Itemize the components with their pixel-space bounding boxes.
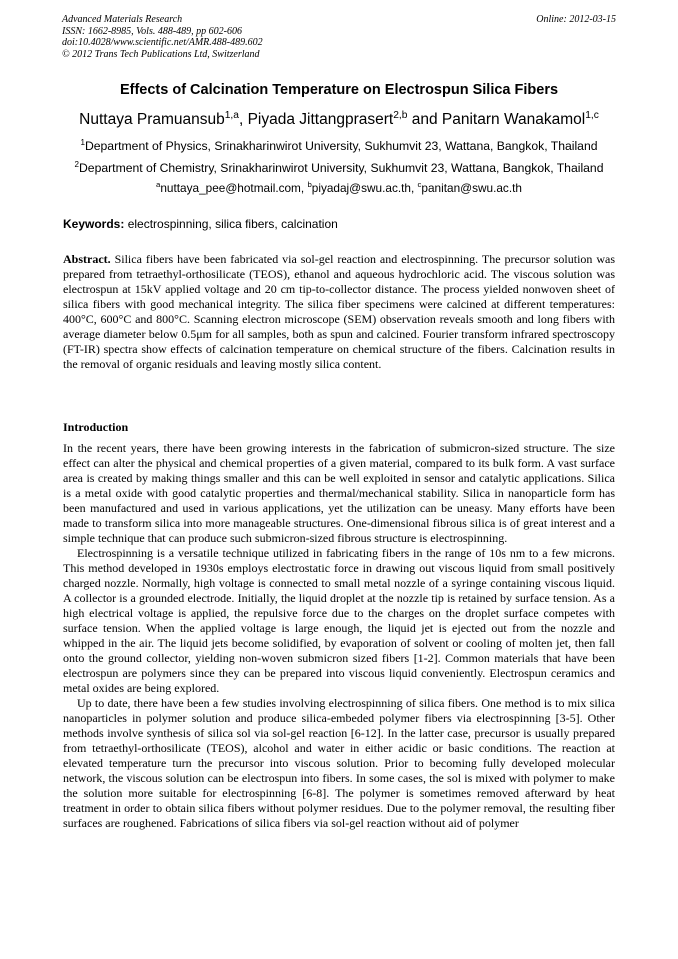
journal-name: Advanced Materials Research	[62, 14, 183, 25]
paragraph: Electrospinning is a versatile technique utilized in fabricating fibers in the range of 10s nm to a few microns. This method developed in 1930s employs electrostatic force in drawing out viscous liquid from small positively charged nozzle. Normally, high voltage is connected to small metal nozzle of a syringe containing viscous liquid. A collector is a grounded electrode. Initially, the liquid droplet at the nozzle tip is retained by surface tension. As a high electrical voltage is applied, the repulsive force due to the charges on the droplet surface competes with surface tension. When the applied voltage is large enough, the liquid jet is ejected out from the nozzle and whipped in the air. The liquid jets become solidified, by evaporation of solvent or cooling of molten jet, then fall onto the ground collector, yielding non-woven submicron sized fibers [1-2]. Common materials that have been electrospun are polymers since they can be prepared into viscous liquid conveniently. Electrospun ceramics and metal oxides are being explored.	[63, 546, 615, 695]
abstract	[63, 252, 615, 372]
copyright-line: © 2012 Trans Tech Publications Ltd, Switzerland	[62, 48, 260, 60]
paragraph: In the recent years, there have been growing interests in the fabrication of submicron-sized structure. The size effect can alter the physical and chemical properties of a given material, compared to its bulk form. A vast surface area is created by making things smaller and this can be well exploited in sensor and catalytic applications. Silica is a metal oxide with good catalytic properties and thermal/mechanical stability. Silica in nanoparticle form has been manufactured and used in various applications, yet the utilization can be uneasy. Many efforts have been made to transform silica into more manageable structures. One-dimensional fibrous silica is of great interest and a simple technique that can produce such submicron-sized fibrous structure is electrospinning.	[63, 441, 615, 545]
email-link[interactable]: piyadaj@swu.ac.th,	[311, 181, 418, 195]
online-date: Online: 2012-03-15	[536, 14, 616, 25]
affiliation-1: $^1$Department of Physics, Srinakharinwirot University, Sukhumvit 23, Wattana, Bangkok, Thailand	[80, 137, 598, 153]
abstract-text: Silica fibers have been fabricated via sol-gel reaction and electrospinning. The precursor solution was prepared from tetraethyl-orthosilicate (TEOS), ethanol and aqueous hydrochloric acid. The viscous solution was electrospun at 15kV applied voltage and 20 cm tip-to-collector distance. The process yielded nonwoven sheet of silica fibers with good mechanical integrity. The silica fiber specimens were calcined at different temperatures: 400°C, 600°C and 800°C. Scanning electron microscope (SEM) observation reveals smooth and long fibers with average diameter below 0.5μm for all samples, both as spun and calcined. Fourier transform infrared spectroscopy (FT-IR) spectra show effects of calcination temperature on chemical structure of the fibers. Calcination results in the removal of organic residuals and leaving mostly silica content.	[63, 252, 615, 371]
paper-title: Effects of Calcination Temperature on Electrospun Silica Fibers	[119, 82, 559, 98]
author: Nuttaya Pramuansub$^{1,a}$	[79, 109, 239, 128]
introduction-body	[63, 441, 615, 831]
paragraph: Up to date, there have been a few studies involving electrospinning of silica fibers. One method is to mix silica nanoparticles in polymer solution and produce silica-embeded polymer fibers via electrospinning [3-5]. Other methods involve synthesis of silica sol via sol-gel reaction [6-12]. In the latter case, precursor is usually prepared from tetraethyl-orthosilicate (TEOS), alcohol and water in either acidic or basic conditions. The reaction at elevated temperature turn the precursor into viscous solution. Prior to becoming fully developed molecular network, the viscous solution can be electrospun into fibers. In some cases, the sol is mixed with polymer to make the solution more suitable for electrospinning [6-8]. The polymer is sometimes removed afterward by heat treatment in order to obtain silica fibers without polymer residues. Due to the polymer removal, the resulting fiber surfaces are roughened. Fabrications of silica fibers via sol-gel reaction without aid of polymer	[63, 696, 615, 830]
email-link[interactable]: nuttaya_pee@hotmail.com,	[160, 181, 308, 195]
author: Panitarn Wanakamol$^{1,c}$	[441, 109, 599, 128]
section-heading-introduction: Introduction	[63, 420, 129, 434]
keywords-text: electrospinning, silica fibers, calcination	[124, 217, 338, 231]
issn-line: ISSN: 1662-8985, Vols. 488-489, pp 602-606	[62, 25, 242, 37]
author-list: Nuttaya Pramuansub$^{1,a}$, Piyada Jittangprasert$^{2,b}$ and Panitarn Wanakamol$^{1,c}$	[79, 109, 599, 128]
journal-header	[62, 14, 263, 60]
abstract-label: Abstract.	[63, 252, 111, 266]
affiliation-2: $^2$Department of Chemistry, Srinakharinwirot University, Sukhumvit 23, Wattana, Bangkok, Thailand	[74, 159, 604, 175]
author: Piyada Jittangprasert$^{2,b}$	[247, 109, 408, 128]
doi-line: doi:10.4028/www.scientific.net/AMR.488-489.602	[62, 37, 263, 48]
keywords	[63, 217, 338, 231]
keywords-label: Keywords:	[63, 217, 125, 231]
email-link[interactable]: panitan@swu.ac.th	[421, 181, 522, 195]
email-list: $^a$nuttaya_pee@hotmail.com, $^b$piyadaj@swu.ac.th, $^c$panitan@swu.ac.th	[156, 180, 522, 195]
